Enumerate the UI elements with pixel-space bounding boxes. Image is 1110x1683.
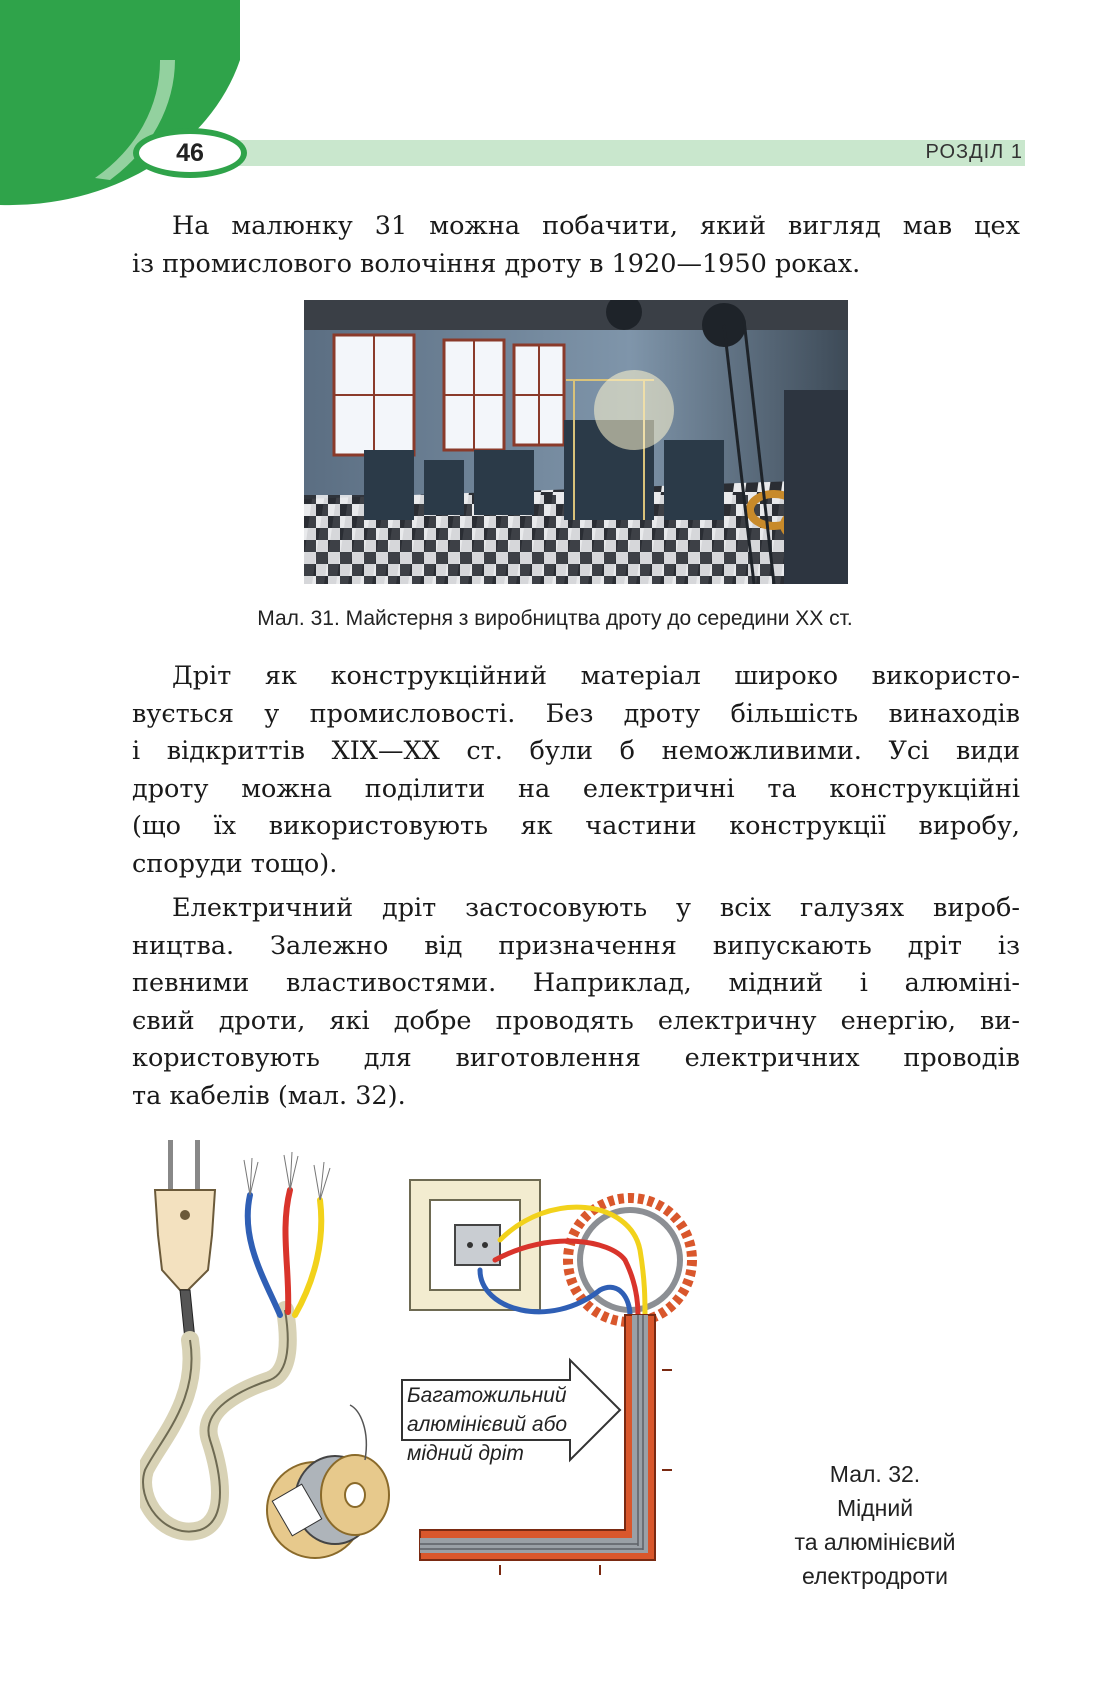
- header-band: [170, 140, 1025, 166]
- figure-32-caption: [770, 1457, 980, 1593]
- outlet-wiring-illustration: [400, 1170, 760, 1590]
- text-line: дроту можна поділити на електричні та конструкційні: [132, 773, 1020, 804]
- corner-decoration: [0, 0, 240, 220]
- text-line: вується у промисловості. Без дроту більшість винаходів: [132, 698, 1020, 729]
- text-line: користовують для виготовлення електричних проводів: [132, 1043, 1020, 1073]
- arrow-label-line: Багатожильний: [407, 1384, 567, 1407]
- text-line: споруди тощо).: [132, 848, 338, 879]
- text-line: євий дроти, які добре проводять електричну енергію, ви-: [132, 1005, 1020, 1036]
- section-label: РОЗДІЛ 1: [925, 141, 1023, 163]
- text-line: та кабелів (мал. 32).: [132, 1080, 406, 1111]
- text-line: (що їх використовують як частини конструкції виробу,: [132, 811, 1020, 841]
- arrow-label: [407, 1381, 567, 1468]
- paragraph-2: [132, 658, 1020, 883]
- paragraph-3: [132, 890, 1020, 1115]
- caption-line: Мал. 32.: [829, 1461, 921, 1487]
- page-number: 46: [133, 128, 247, 178]
- arrow-label-line: алюмінієвий або: [407, 1413, 568, 1436]
- text-line: Електричний дріт застосовують у всіх галузях вироб-: [172, 893, 1020, 923]
- text-line: певними властивостями. Наприклад, мідний і алюміні-: [132, 968, 1020, 998]
- paragraph-1: [132, 208, 1020, 283]
- text-line: На малюнку 31 можна побачити, який вигляд мав цех: [172, 211, 1020, 241]
- workshop-photo: [304, 300, 848, 584]
- plug-icon: [155, 1140, 215, 1340]
- text-line: із промислового волочіння дроту в 1920—1950 роках.: [132, 248, 861, 279]
- wire-spool-icon: [267, 1405, 389, 1558]
- plug-cable-illustration: [140, 1140, 390, 1570]
- outlet-icon: [410, 1180, 540, 1310]
- text-line: ництва. Залежно від призначення випускають дріт із: [132, 930, 1020, 961]
- arrow-label-line: мідний дріт: [407, 1442, 524, 1465]
- caption-line: та алюмінієвий: [794, 1529, 956, 1555]
- text-line: і відкриттів XIX—XX ст. були б неможливими. Усі види: [132, 736, 1020, 766]
- text-line: Дріт як конструкційний матеріал широко використо-: [172, 661, 1020, 691]
- caption-line: Мідний: [836, 1495, 914, 1521]
- caption-line: електродроти: [801, 1563, 949, 1589]
- figure-31-caption: Мал. 31. Майстерня з виробництва дроту до середини XX ст.: [257, 607, 853, 630]
